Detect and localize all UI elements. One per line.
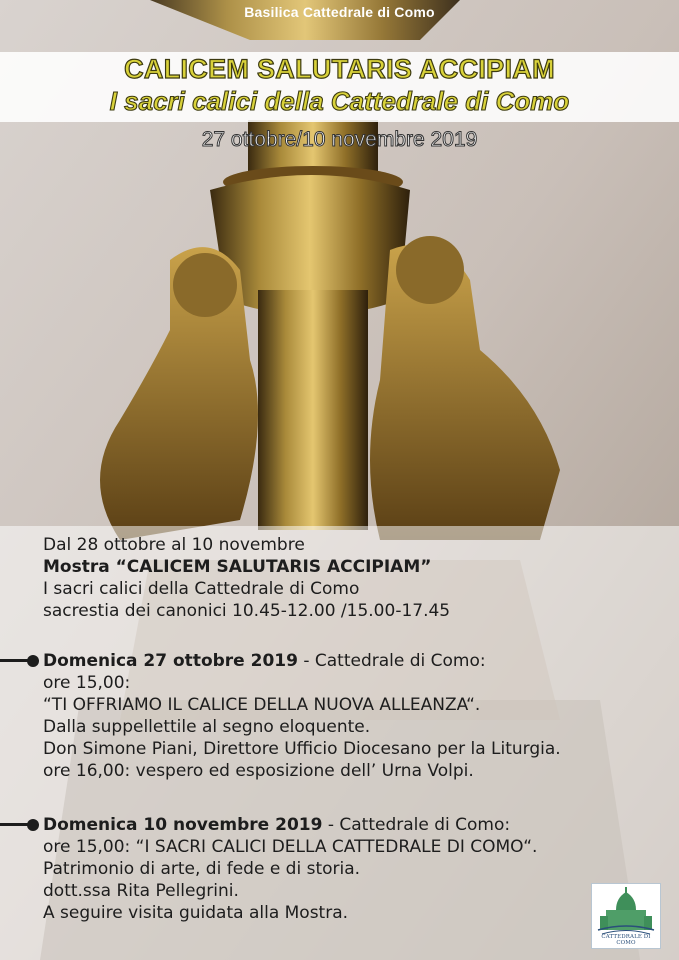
cathedral-logo-icon bbox=[592, 884, 660, 938]
cathedral-logo bbox=[591, 883, 661, 949]
event-2-date: Domenica 10 novembre 2019 bbox=[43, 815, 323, 835]
event-2-heading bbox=[43, 814, 537, 836]
exhibit-hours: sacrestia dei canonici 10.45-12.00 /15.00-17.45 bbox=[43, 601, 451, 621]
event-1-line: Dalla suppellettile al segno eloquente. bbox=[43, 717, 371, 737]
basilica-label: Basilica Cattedrale di Como bbox=[244, 4, 435, 20]
event-1-line: ore 15,00: bbox=[43, 673, 131, 693]
logo-text: CATTEDRALE DI COMO bbox=[601, 934, 651, 946]
bullet-icon bbox=[27, 819, 39, 831]
event-1-line: Don Simone Piani, Direttore Ufficio Diocesano per la Liturgia. bbox=[43, 739, 561, 759]
event-1-heading bbox=[43, 650, 561, 672]
event-2 bbox=[43, 814, 537, 924]
event-1 bbox=[43, 650, 561, 782]
exhibit-title-line bbox=[43, 556, 450, 578]
exhibition-subtitle: I sacri calici della Cattedrale di Como bbox=[109, 86, 570, 116]
event-1-line: “TI OFFRIAMO IL CALICE DELLA NUOVA ALLEANZA“. bbox=[43, 695, 481, 715]
exhibit-prefix: Mostra bbox=[43, 557, 116, 577]
bullet-icon bbox=[27, 655, 39, 667]
exhibit-info bbox=[43, 534, 450, 622]
event-2-line: A seguire visita guidata alla Mostra. bbox=[43, 903, 349, 923]
exhibit-title: “CALICEM SALUTARIS ACCIPIAM” bbox=[115, 557, 432, 577]
exhibition-title: CALICEM SALUTARIS ACCIPIAM bbox=[124, 54, 555, 84]
event-2-line: ore 15,00: “I SACRI CALICI DELLA CATTEDRALE DI COMO“. bbox=[43, 837, 538, 857]
event-1-date: Domenica 27 ottobre 2019 bbox=[43, 651, 298, 671]
event-1-line: ore 16,00: vespero ed esposizione dell’ Urna Volpi. bbox=[43, 761, 474, 781]
event-2-line: dott.ssa Rita Pellegrini. bbox=[43, 881, 239, 901]
exhibit-dates: Dal 28 ottobre al 10 novembre bbox=[43, 535, 305, 555]
exhibit-subtitle: I sacri calici della Cattedrale di Como bbox=[43, 579, 360, 599]
event-1-place: - Cattedrale di Como: bbox=[297, 651, 486, 671]
exhibition-dates: 27 ottobre/10 novembre 2019 bbox=[201, 128, 478, 151]
event-2-line: Patrimonio di arte, di fede e di storia. bbox=[43, 859, 361, 879]
event-2-place: - Cattedrale di Como: bbox=[322, 815, 511, 835]
